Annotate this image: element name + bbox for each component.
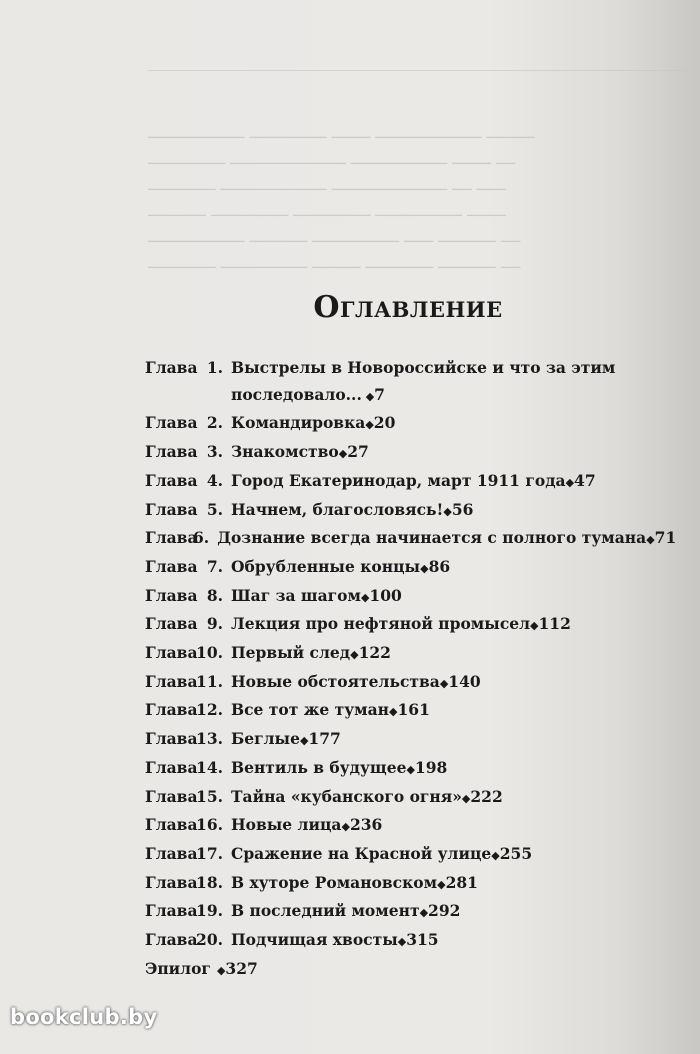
page-title: Оглавление [313,290,503,326]
chapter-label: Глава [145,442,198,462]
chapter-number: 1. [206,358,223,377]
toc-entry-1 [145,355,665,410]
chapter-title: Все тот же туман [231,700,390,720]
chapter-label: Глава [145,643,198,663]
chapter-label: Глава [145,470,198,490]
chapter-label: Глава [145,901,198,921]
chapter-label: Глава [145,614,198,634]
chapter-page: ◆ 255 [491,841,532,870]
chapter-number: 4. [206,470,223,490]
chapter-title: В хуторе Романовском [231,872,438,892]
chapter-title: Первый след [231,643,351,663]
chapter-number: 16. [196,815,223,835]
bleed-through-header-rule [148,70,688,71]
chapter-number: 13. [196,729,223,749]
chapter-page: ◆ 315 [398,927,439,956]
chapter-page: ◆ 177 [300,726,341,755]
chapter-page: ◆ 292 [420,898,461,927]
toc-entry-18 [145,870,665,899]
toc-entry-11 [145,669,665,698]
chapter-page: ◆ 161 [389,697,430,726]
chapter-number: 15. [196,786,223,806]
chapter-page: ◆ 7 [362,385,385,404]
chapter-title: Обрубленные концы [231,556,421,576]
chapter-label: Глава [145,413,198,433]
chapter-title: Новые лица [231,815,342,835]
chapter-page: ◆ 281 [437,870,478,899]
chapter-label: Глава [145,930,198,950]
chapter-number: 2. [206,413,223,433]
chapter-label: Глава [145,757,198,777]
chapter-title: Город Екатеринодар, март 1911 года [231,470,566,490]
epilogue-label: Эпилог [145,958,211,978]
toc-entry-epilogue [145,956,665,985]
toc-entry-19 [145,898,665,927]
chapter-label: Глава [145,729,198,749]
chapter-number: 5. [206,499,223,519]
chapter-number: 10. [196,643,223,663]
chapter-title: Командировка [231,413,366,433]
chapter-page: ◆ 56 [443,497,473,526]
chapter-number: 7. [206,556,223,576]
chapter-number: 3. [206,442,223,462]
toc-entry-10 [145,640,665,669]
chapter-page: ◆ 86 [420,554,450,583]
chapter-page: ◆ 112 [530,611,571,640]
toc-entry-17 [145,841,665,870]
toc-entry-3 [145,439,665,468]
chapter-title: Знакомство [231,442,339,462]
chapter-page: ◆ 198 [406,755,447,784]
chapter-label: Глава [145,786,198,806]
chapter-title: Дознание всегда начинается с полного тумана [217,528,647,548]
chapter-number: 12. [196,700,223,720]
chapter-title: Тайна «кубанского огня» [231,786,462,806]
chapter-label: Глава [145,872,198,892]
chapter-label: Глава [145,499,198,519]
chapter-title-continued: последовало... [231,384,362,404]
chapter-label: Глава [145,358,198,377]
site-watermark: bookclub.by [10,1005,158,1029]
table-of-contents [145,355,677,984]
chapter-number: 20. [196,930,223,950]
chapter-title: Выстрелы в Новороссийске и что за этим [231,358,616,377]
chapter-page: ◆ 140 [440,669,481,698]
chapter-page: ◆ 122 [350,640,391,669]
chapter-page: ◆ 236 [341,812,382,841]
chapter-number: 19. [196,901,223,921]
chapter-page: ◆ 20 [365,410,395,439]
toc-entry-7 [145,554,665,583]
chapter-page: ◆ 71 [646,525,676,554]
toc-entry-9 [145,611,665,640]
toc-entry-8 [145,583,665,612]
chapter-label: Глава [145,700,198,720]
chapter-page: ◆ 100 [361,583,402,612]
chapter-title: Вентиль в будущее [231,757,407,777]
chapter-label: Глава [145,671,198,691]
chapter-number: 11. [196,671,223,691]
chapter-title: Подчищая хвосты [231,930,398,950]
chapter-number: 17. [196,843,223,863]
toc-entry-13 [145,726,665,755]
toc-entry-2 [145,410,665,439]
chapter-title: Начнем, благословясь! [231,499,444,519]
chapter-label: Глава [145,585,198,605]
chapter-title: Сражение на Красной улице [231,843,492,863]
toc-entry-12 [145,697,665,726]
chapter-label: Глава [145,843,198,863]
chapter-label: Глава [145,528,198,548]
toc-entry-6 [145,525,677,554]
chapter-label: Глава [145,556,198,576]
toc-entry-16 [145,812,665,841]
chapter-title: В последний момент [231,901,420,921]
chapter-page: ◆ 222 [462,784,503,813]
chapter-number: 14. [196,757,223,777]
chapter-page: ◆ 27 [339,439,369,468]
chapter-title: Новые обстоятельства [231,671,440,691]
chapter-title: Беглые [231,729,300,749]
toc-entry-15 [145,784,665,813]
chapter-number: 18. [196,872,223,892]
chapter-title: Лекция про нефтяной промысел [231,614,531,634]
epilogue-page: ◆ 327 [217,956,258,985]
chapter-page: ◆ 47 [566,468,596,497]
chapter-number: 6. [193,528,210,548]
toc-entry-20 [145,927,665,956]
chapter-number: 8. [206,585,223,605]
chapter-label: Глава [145,815,198,835]
bleed-through-text: ────────── ──────── ──── ─────────── ───── ──────── ──────────── ────────── ──── ── ─────── ─────────── ──────────── ── ─── ────── ──────── ──────── ───────── ──── ────────── ────── ───────── ─── ────── ── ─────── ───────── ───── ─────── ────── ── [148,128,535,277]
toc-entry-4 [145,468,665,497]
chapter-title: Шаг за шагом [231,585,361,605]
toc-entry-5 [145,497,665,526]
chapter-number: 9. [206,614,223,634]
toc-entry-14 [145,755,665,784]
